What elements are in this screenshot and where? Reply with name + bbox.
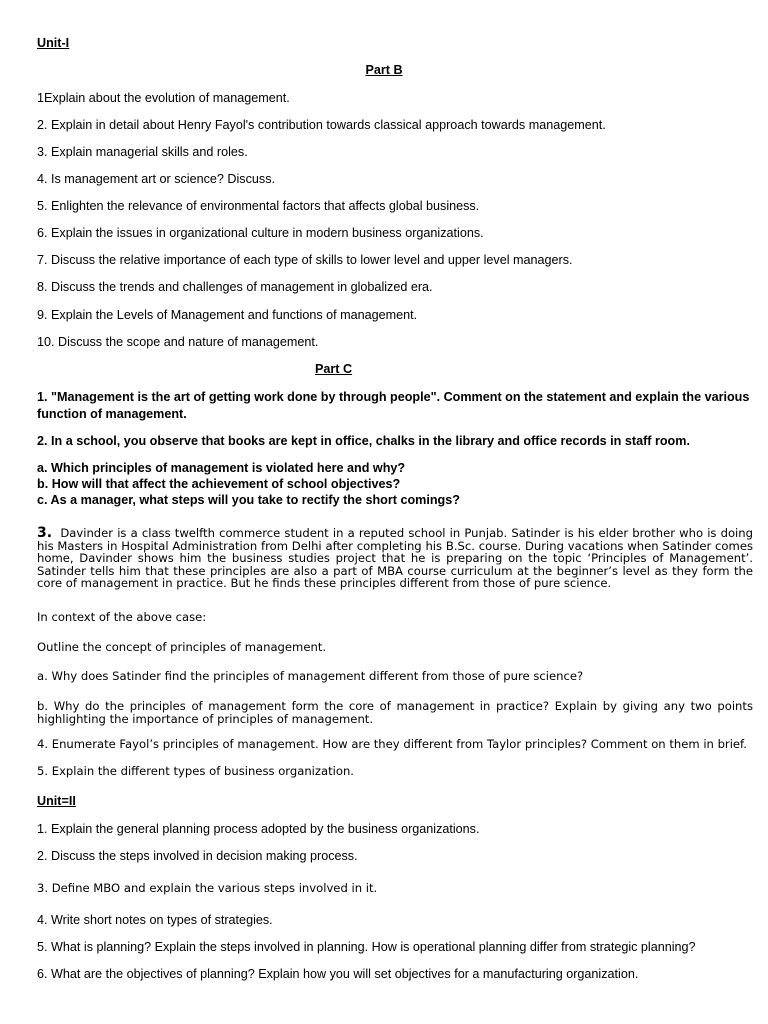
part-c-question-3-sub-b: b. Why do the principles of management form the core of management in practice? Explain by giving any two points highlighting the importance of principles of management. (37, 699, 753, 726)
part-c-question-3-sub-a: a. Why does Satinder find the principles of management different from those of pure science? (37, 669, 584, 683)
part-b-question-1: 1Explain about the evolution of management. (37, 91, 290, 105)
part-c-question-1-line-2: function of management. (37, 407, 187, 421)
part-c-question-3-context: In context of the above case: (37, 610, 207, 624)
part-b-question-5: 5. Enlighten the relevance of environmental factors that affects global business. (37, 199, 480, 213)
part-b-question-9: 9. Explain the Levels of Management and functions of management. (37, 308, 418, 322)
part-b-heading: Part B (365, 63, 403, 77)
part-c-question-4: 4. Enumerate Fayol’s principles of management. How are they different from Taylor principles? Comment on them in brief. (37, 737, 747, 751)
part-b-question-6: 6. Explain the issues in organizational culture in modern business organizations. (37, 226, 484, 240)
part-b-question-7: 7. Discuss the relative importance of each type of skills to lower level and upper level managers. (37, 253, 573, 267)
unit2-question-4: 4. Write short notes on types of strategies. (37, 913, 273, 927)
unit2-question-2: 2. Discuss the steps involved in decision making process. (37, 849, 358, 863)
unit2-question-1: 1. Explain the general planning process adopted by the business organizations. (37, 822, 480, 836)
part-c-question-2-sub-b: b. How will that affect the achievement of school objectives? (37, 477, 401, 491)
part-b-question-10: 10. Discuss the scope and nature of management. (37, 335, 319, 349)
unit2-heading: Unit=II (37, 794, 76, 808)
unit2-question-3: 3. Define MBO and explain the various steps involved in it. (37, 881, 378, 895)
part-c-question-3-outline: Outline the concept of principles of management. (37, 640, 327, 654)
part-c-question-2: 2. In a school, you observe that books are kept in office, chalks in the library and office records in staff room. (37, 434, 690, 448)
part-c-question-1-line-1: 1. "Management is the art of getting work done by through people". Comment on the statement and explain the various (37, 390, 750, 404)
part-c-heading: Part C (315, 362, 353, 376)
part-b-question-8: 8. Discuss the trends and challenges of management in globalized era. (37, 280, 433, 294)
part-b-question-2: 2. Explain in detail about Henry Fayol's contribution towards classical approach towards management. (37, 118, 606, 132)
unit1-heading: Unit-I (37, 36, 70, 50)
part-b-question-3: 3. Explain managerial skills and roles. (37, 145, 248, 159)
part-c-question-2-sub-a: a. Which principles of management is violated here and why? (37, 461, 406, 475)
part-c-question-5: 5. Explain the different types of business organization. (37, 764, 354, 778)
unit2-question-5: 5. What is planning? Explain the steps involved in planning. How is operational planning differ from strategic planning? (37, 940, 696, 954)
part-b-question-4: 4. Is management art or science? Discuss. (37, 172, 275, 186)
part-c-question-2-sub-c: c. As a manager, what steps will you take to rectify the short comings? (37, 493, 460, 507)
unit2-question-6: 6. What are the objectives of planning? Explain how you will set objectives for a manufacturing organization. (37, 967, 639, 981)
part-c-question-3-text: Davinder is a class twelfth commerce student in a reputed school in Punjab. Satinder is his elder brother who is doing his Masters in Hospital Administration from Delhi after completing his B.Sc. course. During vacations when Satinder comes home, Davinder shows him the business studies project that he is preparing on the topic ‘Principles of Management’. Satinder tells him that these principles are also a part of MBA course curriculum at the beginner’s level as they form the core of management in practice. But he finds these principles different from those of pure science. (37, 526, 753, 591)
part-c-question-3-case (37, 527, 753, 590)
part-c-question-3-number: 3. (37, 525, 53, 541)
